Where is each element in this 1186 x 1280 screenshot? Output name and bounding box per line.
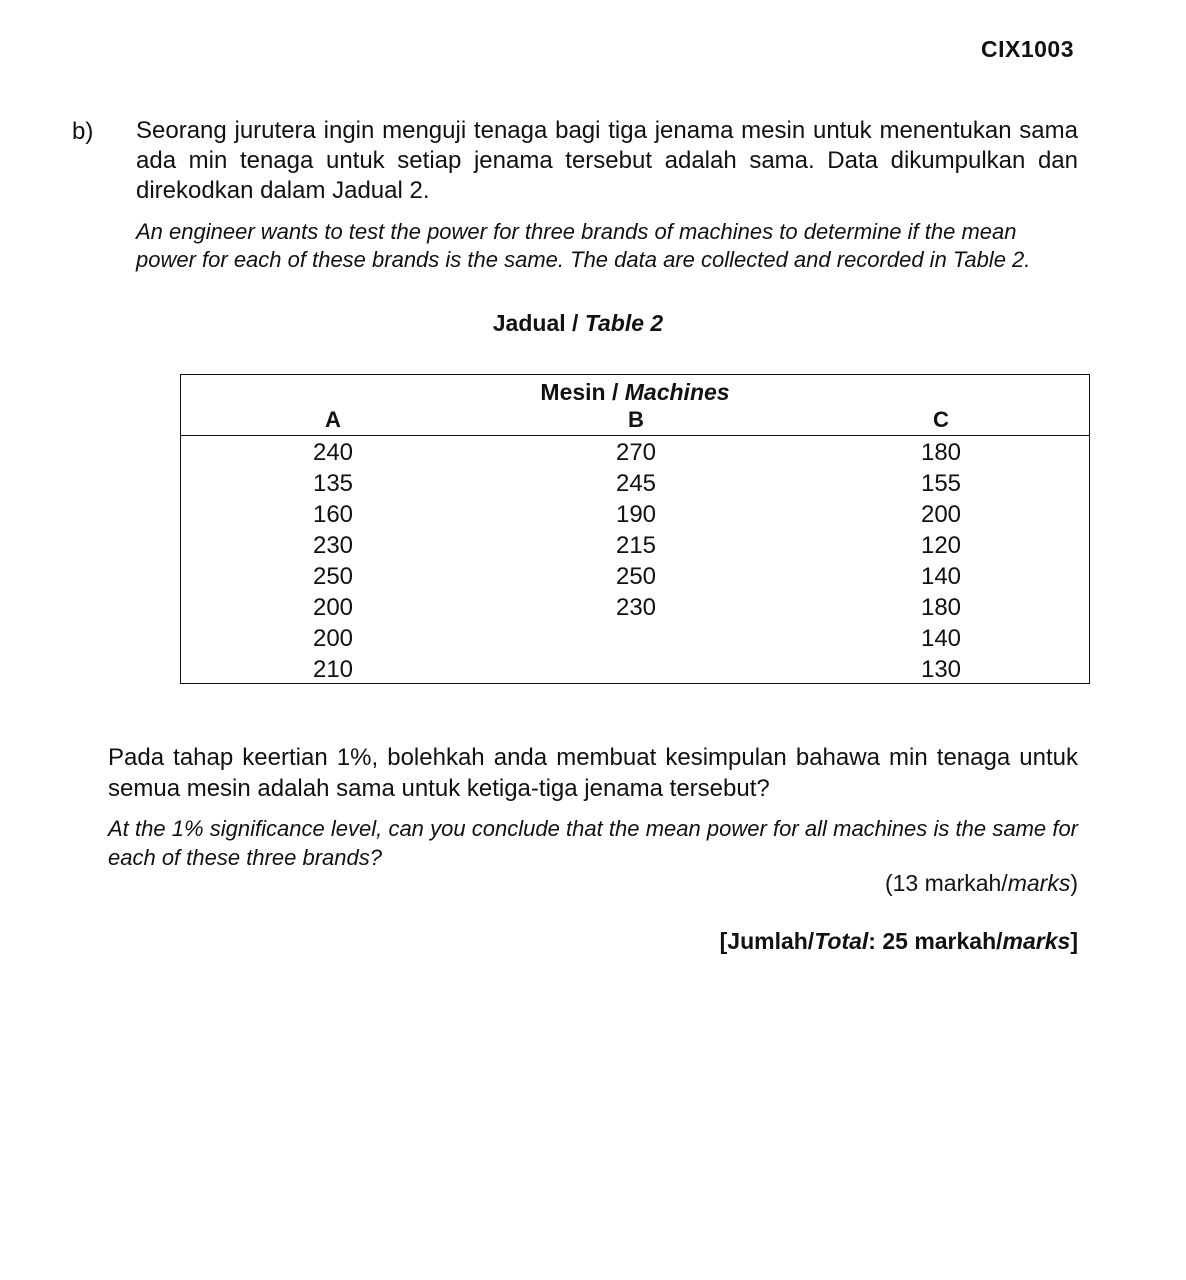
column-header-c: C <box>933 407 949 432</box>
table-cell: 160 <box>312 501 354 528</box>
column-c-values <box>881 437 1001 685</box>
table-cell: 230 <box>615 594 657 621</box>
table-cell: 135 <box>312 470 354 497</box>
marks-english: marks <box>1007 870 1071 896</box>
table-header-malay: Mesin / <box>540 379 619 405</box>
table-caption-malay: Jadual / <box>492 310 579 336</box>
table-cell: 200 <box>312 594 354 621</box>
total-open: [Jumlah/ <box>719 928 815 954</box>
marks-close: ) <box>1070 870 1078 896</box>
table-cell: 200 <box>920 501 962 528</box>
table-cell: 210 <box>312 656 354 683</box>
total-value: : 25 markah/ <box>868 928 1003 954</box>
table-cell: 200 <box>312 625 354 652</box>
table-cell: 240 <box>312 439 354 466</box>
table-cell: 180 <box>920 594 962 621</box>
table-cell: 230 <box>312 532 354 559</box>
column-header-b: B <box>628 407 644 432</box>
table-cell: 245 <box>615 470 657 497</box>
table-caption <box>0 310 1156 337</box>
header-divider <box>181 435 1089 436</box>
total-word: Total <box>814 928 869 954</box>
table-cell: 130 <box>920 656 962 683</box>
column-a-values <box>273 437 393 685</box>
table-cell: 120 <box>920 532 962 559</box>
table-cell: 140 <box>920 563 962 590</box>
table-cell: 140 <box>920 625 962 652</box>
total-close: ] <box>1070 928 1078 954</box>
course-code: CIX1003 <box>980 36 1074 62</box>
question-label: b) <box>72 118 94 145</box>
total-marks-word: marks <box>1002 928 1071 954</box>
table-caption-english: Table 2 <box>584 310 664 336</box>
table-header-english: Machines <box>624 379 730 405</box>
marks-malay: (13 markah/ <box>884 870 1008 896</box>
sub-question-malay: Pada tahap keertian 1%, bolehkah anda membuat kesimpulan bahawa min tenaga untuk semua mesin adalah sama untuk ketiga-tiga jenama tersebut? <box>108 744 1078 802</box>
marks-allocation <box>885 870 1078 897</box>
table-cell: 270 <box>615 439 657 466</box>
question-text-malay: Seorang jurutera ingin menguji tenaga bagi tiga jenama mesin untuk menentukan sama ada min tenaga untuk setiap jenama tersebut adalah sama. Data dikumpulkan dan direkodkan dalam Jadual 2. <box>136 117 1078 204</box>
column-b-values <box>576 437 696 623</box>
data-table <box>180 374 1090 684</box>
sub-question-english: At the 1% significance level, can you conclude that the mean power for all machines is the same for each of these three brands? <box>108 816 1078 870</box>
table-cell: 250 <box>312 563 354 590</box>
table-cell: 250 <box>615 563 657 590</box>
table-cell: 155 <box>920 470 962 497</box>
table-cell: 215 <box>615 532 657 559</box>
table-cell: 180 <box>920 439 962 466</box>
column-header-a: A <box>325 407 341 432</box>
question-text-english: An engineer wants to test the power for three brands of machines to determine if the mean power for each of these brands is the same. The data are collected and recorded in Table 2. <box>136 219 1031 272</box>
total-marks <box>720 928 1078 955</box>
table-cell: 190 <box>615 501 657 528</box>
table-header-title <box>181 379 1089 406</box>
